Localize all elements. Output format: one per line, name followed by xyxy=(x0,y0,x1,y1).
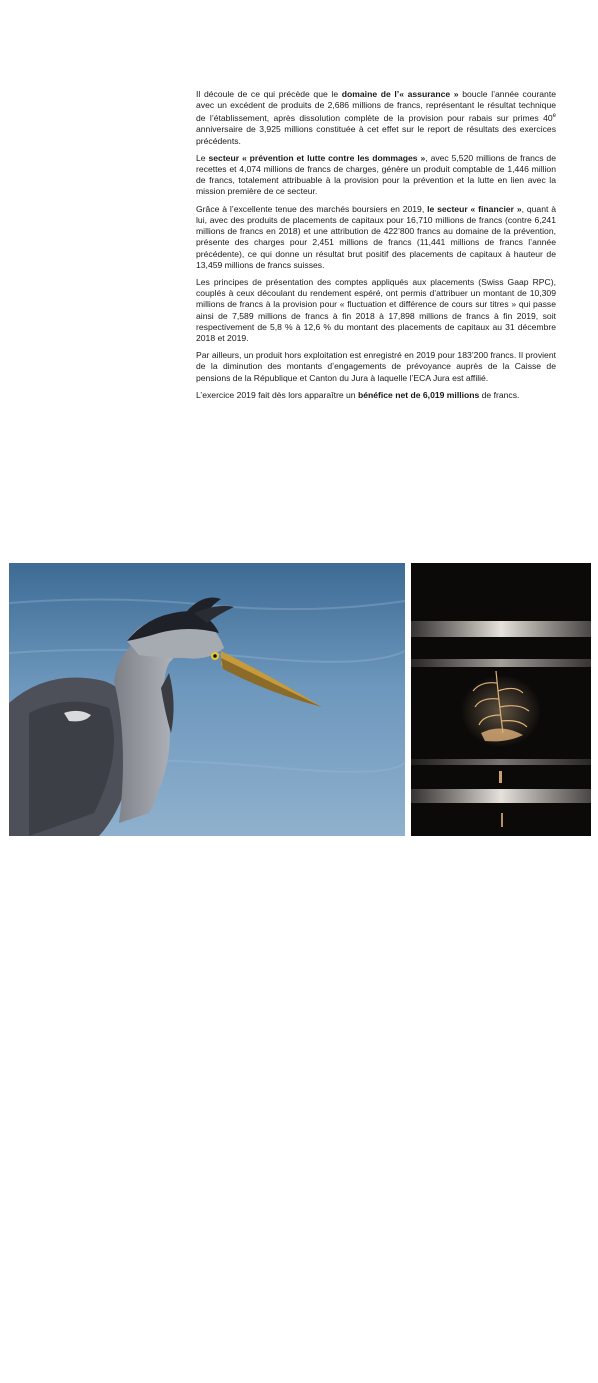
paragraph xyxy=(196,277,556,344)
paragraph xyxy=(196,350,556,384)
text-segment: L’exercice 2019 fait dès lors apparaître un xyxy=(196,389,358,400)
paragraph xyxy=(196,89,556,147)
text-segment: Il découle de ce qui précède que le xyxy=(196,89,342,99)
text-segment: e xyxy=(552,113,556,120)
page-number: – 6 – xyxy=(50,1373,73,1383)
text-segment: , avec 5,520 millions de francs de recettes et 4,074 millions de francs de charges, génère un produit comptable de 1,446 million de francs, totalement attribuable à la provision pour la prévention et la lutte en lien avec la mission première de ce secteur. xyxy=(196,152,556,197)
text-segment: de francs. xyxy=(479,389,520,400)
bold-text: bénéfice net de 6,019 millions xyxy=(357,389,480,400)
text-segment: Le xyxy=(196,152,209,163)
text-segment: anniversaire de 3,925 millions constituée à cet effet sur le report de résultats des exercices précédents. xyxy=(196,124,556,146)
paragraph xyxy=(196,204,556,271)
bold-text: le secteur « financier » xyxy=(427,203,522,214)
text-segment: , quant à lui, avec des produits de placements de capitaux pour 16,710 millions de francs (contre 6,241 millions de francs en 2018) et une attribution de 422’800 francs au domaine de la prévention, présente des charges pour 2,451 millions de francs (11,441 millions de francs l’année précédente), ce qui donne un résultat brut positif des placements de capitaux à hauteur de 13,459 millions de francs suisses. xyxy=(196,203,556,270)
text-segment: boucle l’année courante avec un excédent de produits de 2,686 millions de francs, représentant le résultat technique de l’établissement, après dissolution complète de la provision pour rabais sur primes 40 xyxy=(196,89,556,124)
text-segment: Par ailleurs, un produit hors exploitation est enregistré en 2019 pour 183’200 francs. Il provient de la diminution des montants d’engagements de prévoyance auprès de la Caisse de pensions de la République et Canton du Jura à laquelle l’ECA Jura est affilié. xyxy=(196,350,556,383)
heron-illustration xyxy=(9,563,405,836)
paragraph xyxy=(196,390,556,401)
body-text xyxy=(196,89,556,407)
feather-photo xyxy=(411,563,591,836)
bold-text: secteur « prévention et lutte contre les dommages » xyxy=(208,152,426,163)
bold-text: domaine de l’« assurance » xyxy=(341,89,459,99)
feather-illustration xyxy=(411,563,591,836)
text-segment: Grâce à l’excellente tenue des marchés boursiers en 2019, xyxy=(196,203,428,214)
heron-photo xyxy=(9,563,405,1383)
text-segment: Les principes de présentation des comptes appliqués aux placements (Swiss Gaap RPC), couplés à ceux découlant du rendement espéré, ont permis d’attribuer un montant de 10,309 millions de francs à la provision pour « fluctuation et différence de cours sur titres » qui passe ainsi de 7,589 millions de francs à fin 2018 à 17,898 millions de francs à fin 2019, soit respectivement de 5,8 % à 12,6 % du montant des placements de capitaux au 31 décembre 2018 et 2019. xyxy=(196,276,556,343)
paragraph xyxy=(196,153,556,198)
